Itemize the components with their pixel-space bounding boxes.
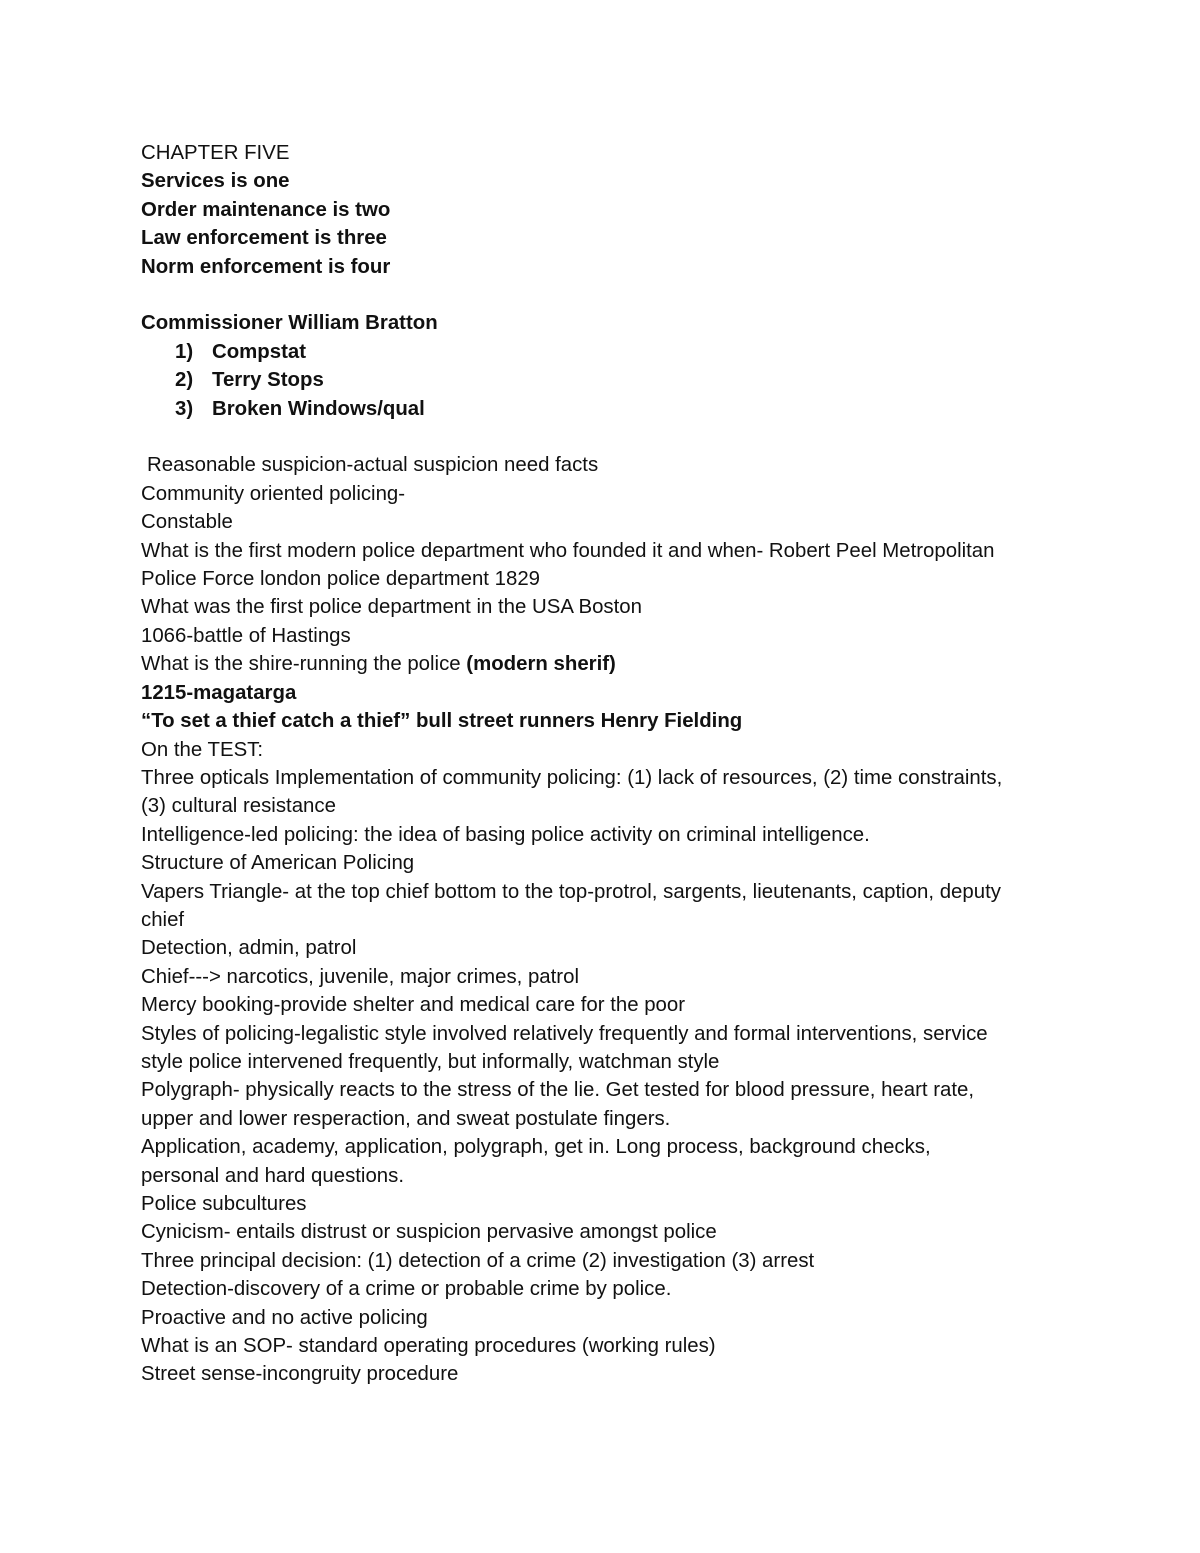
note-line [141, 650, 1071, 678]
list-number: 2) [175, 369, 194, 392]
note-line: Detection, admin, patrol [141, 937, 357, 960]
note-line: chief [141, 908, 185, 931]
note-line: Three opticals Implementation of community policing: (1) lack of resources, (2) time constraints, [141, 766, 1003, 789]
blank-line [141, 281, 1071, 309]
note-line: personal and hard questions. [141, 1164, 404, 1187]
note-text-bold: (modern sherif) [466, 653, 616, 676]
note-line: 1066-battle of Hastings [141, 624, 351, 647]
commissioner-heading: Commissioner William Bratton [141, 312, 438, 335]
note-line: “To set a thief catch a thief” bull street runners Henry Fielding [141, 710, 743, 733]
note-line: On the TEST: [141, 738, 264, 761]
note-line: Chief---> narcotics, juvenile, major crimes, patrol [141, 965, 579, 988]
note-line: Proactive and no active policing [141, 1306, 428, 1329]
role-line: Law enforcement is three [141, 227, 387, 250]
note-line: Application, academy, application, polygraph, get in. Long process, background checks, [141, 1136, 931, 1159]
note-line: Cynicism- entails distrust or suspicion pervasive amongst police [141, 1221, 717, 1244]
list-item [141, 338, 1071, 366]
note-line: (3) cultural resistance [141, 795, 336, 818]
list-number: 3) [175, 397, 194, 420]
list-number: 1) [175, 340, 194, 363]
list-item [141, 366, 1071, 394]
chapter-title: CHAPTER FIVE [141, 142, 290, 164]
blank-line [141, 423, 1071, 451]
role-line: Services is one [141, 170, 290, 193]
note-line: Intelligence-led policing: the idea of basing police activity on criminal intelligence. [141, 823, 870, 846]
list-text: Compstat [212, 340, 307, 363]
note-text: What is the shire-running the police [141, 653, 467, 676]
note-line: What is an SOP- standard operating procedures (working rules) [141, 1335, 716, 1358]
note-line: Constable [141, 511, 233, 534]
note-line: Police Force london police department 1829 [141, 568, 541, 591]
note-line: style police intervened frequently, but informally, watchman style [141, 1050, 720, 1073]
note-line: Street sense-incongruity procedure [141, 1363, 459, 1386]
commissioner-list [141, 338, 1071, 423]
note-line: Detection-discovery of a crime or probable crime by police. [141, 1278, 672, 1301]
note-line: Community oriented policing- [141, 482, 406, 505]
note-line: Three principal decision: (1) detection of a crime (2) investigation (3) arrest [141, 1249, 815, 1272]
role-line: Norm enforcement is four [141, 255, 391, 278]
note-line: Polygraph- physically reacts to the stress of the lie. Get tested for blood pressure, heart rate, [141, 1079, 975, 1102]
list-text: Broken Windows/qual [212, 397, 425, 420]
role-line: Order maintenance is two [141, 198, 391, 221]
note-line: upper and lower resperaction, and sweat postulate fingers. [141, 1107, 671, 1130]
note-line: What was the first police department in the USA Boston [141, 596, 642, 619]
note-line: Styles of policing-legalistic style involved relatively frequently and formal interventions, service [141, 1022, 988, 1045]
note-line: 1215-magatarga [141, 681, 297, 704]
note-line: Police subcultures [141, 1193, 307, 1215]
note-line: Structure of American Policing [141, 852, 415, 875]
note-line: Vapers Triangle- at the top chief bottom to the top-protrol, sargents, lieutenants, caption, deputy [141, 880, 1001, 903]
list-item [141, 395, 1071, 423]
document-body [141, 139, 1071, 1389]
list-text: Terry Stops [212, 369, 324, 392]
note-line: What is the first modern police department who founded it and when- Robert Peel Metropolitan [141, 539, 995, 562]
note-line: Mercy booking-provide shelter and medical care for the poor [141, 994, 686, 1017]
note-line: Reasonable suspicion-actual suspicion need facts [147, 454, 599, 477]
